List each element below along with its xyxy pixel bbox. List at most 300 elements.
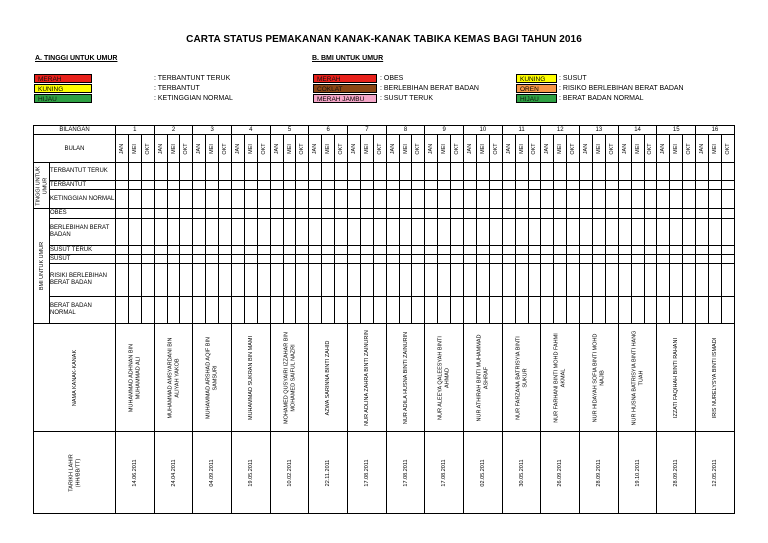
status-cell[interactable] — [618, 163, 631, 181]
status-cell[interactable] — [541, 255, 554, 264]
status-cell[interactable] — [167, 246, 180, 255]
status-cell[interactable] — [464, 264, 477, 297]
status-cell[interactable] — [309, 190, 322, 209]
status-cell[interactable] — [116, 264, 129, 297]
status-cell[interactable] — [348, 209, 361, 219]
status-cell[interactable] — [464, 190, 477, 209]
status-cell[interactable] — [476, 264, 489, 297]
status-cell[interactable] — [476, 219, 489, 246]
status-cell[interactable] — [696, 163, 709, 181]
status-cell[interactable] — [128, 163, 141, 181]
status-cell[interactable] — [489, 181, 502, 190]
status-cell[interactable] — [399, 181, 412, 190]
status-cell[interactable] — [708, 264, 721, 297]
status-cell[interactable] — [244, 209, 257, 219]
status-cell[interactable] — [116, 163, 129, 181]
status-cell[interactable] — [141, 181, 154, 190]
status-cell[interactable] — [348, 163, 361, 181]
status-cell[interactable] — [206, 255, 219, 264]
status-cell[interactable] — [244, 255, 257, 264]
status-cell[interactable] — [683, 181, 696, 190]
status-cell[interactable] — [154, 297, 167, 324]
status-cell[interactable] — [476, 297, 489, 324]
status-cell[interactable] — [283, 163, 296, 181]
status-cell[interactable] — [683, 190, 696, 209]
status-cell[interactable] — [257, 264, 270, 297]
status-cell[interactable] — [244, 297, 257, 324]
status-cell[interactable] — [322, 163, 335, 181]
status-cell[interactable] — [309, 255, 322, 264]
status-cell[interactable] — [683, 219, 696, 246]
status-cell[interactable] — [425, 209, 438, 219]
status-cell[interactable] — [644, 264, 657, 297]
status-cell[interactable] — [631, 190, 644, 209]
status-cell[interactable] — [567, 264, 580, 297]
status-cell[interactable] — [502, 163, 515, 181]
status-cell[interactable] — [708, 246, 721, 255]
status-cell[interactable] — [683, 255, 696, 264]
status-cell[interactable] — [373, 219, 386, 246]
status-cell[interactable] — [309, 163, 322, 181]
status-cell[interactable] — [348, 181, 361, 190]
status-cell[interactable] — [708, 255, 721, 264]
status-cell[interactable] — [438, 246, 451, 255]
status-cell[interactable] — [386, 255, 399, 264]
status-cell[interactable] — [592, 209, 605, 219]
status-cell[interactable] — [631, 255, 644, 264]
status-cell[interactable] — [425, 181, 438, 190]
status-cell[interactable] — [502, 219, 515, 246]
status-cell[interactable] — [451, 209, 464, 219]
status-cell[interactable] — [515, 209, 528, 219]
status-cell[interactable] — [592, 219, 605, 246]
status-cell[interactable] — [696, 219, 709, 246]
status-cell[interactable] — [451, 264, 464, 297]
status-cell[interactable] — [232, 209, 245, 219]
status-cell[interactable] — [257, 209, 270, 219]
status-cell[interactable] — [528, 219, 541, 246]
status-cell[interactable] — [567, 255, 580, 264]
status-cell[interactable] — [219, 264, 232, 297]
status-cell[interactable] — [386, 209, 399, 219]
status-cell[interactable] — [476, 181, 489, 190]
status-cell[interactable] — [721, 255, 734, 264]
status-cell[interactable] — [683, 264, 696, 297]
status-cell[interactable] — [360, 219, 373, 246]
status-cell[interactable] — [502, 297, 515, 324]
status-cell[interactable] — [489, 163, 502, 181]
status-cell[interactable] — [580, 181, 593, 190]
status-cell[interactable] — [386, 297, 399, 324]
status-cell[interactable] — [657, 297, 670, 324]
status-cell[interactable] — [515, 246, 528, 255]
status-cell[interactable] — [464, 181, 477, 190]
status-cell[interactable] — [425, 264, 438, 297]
status-cell[interactable] — [464, 297, 477, 324]
status-cell[interactable] — [283, 246, 296, 255]
status-cell[interactable] — [644, 163, 657, 181]
status-cell[interactable] — [219, 297, 232, 324]
status-cell[interactable] — [116, 246, 129, 255]
status-cell[interactable] — [180, 297, 193, 324]
status-cell[interactable] — [167, 219, 180, 246]
status-cell[interactable] — [605, 219, 618, 246]
status-cell[interactable] — [270, 163, 283, 181]
status-cell[interactable] — [386, 246, 399, 255]
status-cell[interactable] — [180, 246, 193, 255]
status-cell[interactable] — [309, 246, 322, 255]
status-cell[interactable] — [296, 190, 309, 209]
status-cell[interactable] — [348, 246, 361, 255]
status-cell[interactable] — [296, 181, 309, 190]
status-cell[interactable] — [335, 264, 348, 297]
status-cell[interactable] — [425, 297, 438, 324]
status-cell[interactable] — [528, 297, 541, 324]
status-cell[interactable] — [360, 255, 373, 264]
status-cell[interactable] — [412, 209, 425, 219]
status-cell[interactable] — [193, 209, 206, 219]
status-cell[interactable] — [257, 190, 270, 209]
status-cell[interactable] — [232, 255, 245, 264]
status-cell[interactable] — [360, 181, 373, 190]
status-cell[interactable] — [399, 163, 412, 181]
status-cell[interactable] — [554, 246, 567, 255]
status-cell[interactable] — [541, 163, 554, 181]
status-cell[interactable] — [399, 246, 412, 255]
status-cell[interactable] — [605, 297, 618, 324]
status-cell[interactable] — [631, 219, 644, 246]
status-cell[interactable] — [360, 209, 373, 219]
status-cell[interactable] — [708, 163, 721, 181]
status-cell[interactable] — [154, 181, 167, 190]
status-cell[interactable] — [554, 264, 567, 297]
status-cell[interactable] — [270, 209, 283, 219]
status-cell[interactable] — [244, 219, 257, 246]
status-cell[interactable] — [592, 181, 605, 190]
status-cell[interactable] — [219, 163, 232, 181]
status-cell[interactable] — [631, 181, 644, 190]
status-cell[interactable] — [476, 190, 489, 209]
status-cell[interactable] — [657, 163, 670, 181]
status-cell[interactable] — [708, 181, 721, 190]
status-cell[interactable] — [399, 264, 412, 297]
status-cell[interactable] — [141, 190, 154, 209]
status-cell[interactable] — [657, 264, 670, 297]
status-cell[interactable] — [180, 163, 193, 181]
status-cell[interactable] — [244, 163, 257, 181]
status-cell[interactable] — [541, 190, 554, 209]
status-cell[interactable] — [141, 163, 154, 181]
status-cell[interactable] — [721, 297, 734, 324]
status-cell[interactable] — [696, 246, 709, 255]
status-cell[interactable] — [232, 246, 245, 255]
status-cell[interactable] — [309, 181, 322, 190]
status-cell[interactable] — [631, 297, 644, 324]
status-cell[interactable] — [489, 297, 502, 324]
status-cell[interactable] — [580, 219, 593, 246]
status-cell[interactable] — [322, 246, 335, 255]
status-cell[interactable] — [515, 264, 528, 297]
status-cell[interactable] — [489, 264, 502, 297]
status-cell[interactable] — [438, 219, 451, 246]
status-cell[interactable] — [502, 264, 515, 297]
status-cell[interactable] — [476, 209, 489, 219]
status-cell[interactable] — [567, 209, 580, 219]
status-cell[interactable] — [670, 209, 683, 219]
status-cell[interactable] — [683, 297, 696, 324]
status-cell[interactable] — [386, 163, 399, 181]
status-cell[interactable] — [644, 255, 657, 264]
status-cell[interactable] — [708, 219, 721, 246]
status-cell[interactable] — [605, 209, 618, 219]
status-cell[interactable] — [219, 255, 232, 264]
status-cell[interactable] — [515, 163, 528, 181]
status-cell[interactable] — [399, 297, 412, 324]
status-cell[interactable] — [515, 297, 528, 324]
status-cell[interactable] — [206, 163, 219, 181]
status-cell[interactable] — [283, 209, 296, 219]
status-cell[interactable] — [296, 255, 309, 264]
status-cell[interactable] — [128, 246, 141, 255]
status-cell[interactable] — [567, 163, 580, 181]
status-cell[interactable] — [412, 297, 425, 324]
status-cell[interactable] — [348, 219, 361, 246]
status-cell[interactable] — [515, 181, 528, 190]
status-cell[interactable] — [721, 181, 734, 190]
status-cell[interactable] — [270, 219, 283, 246]
status-cell[interactable] — [283, 219, 296, 246]
status-cell[interactable] — [116, 209, 129, 219]
status-cell[interactable] — [232, 181, 245, 190]
status-cell[interactable] — [360, 264, 373, 297]
status-cell[interactable] — [567, 219, 580, 246]
status-cell[interactable] — [270, 246, 283, 255]
status-cell[interactable] — [193, 246, 206, 255]
status-cell[interactable] — [502, 255, 515, 264]
status-cell[interactable] — [206, 264, 219, 297]
status-cell[interactable] — [670, 190, 683, 209]
status-cell[interactable] — [399, 219, 412, 246]
status-cell[interactable] — [618, 297, 631, 324]
status-cell[interactable] — [567, 181, 580, 190]
status-cell[interactable] — [670, 219, 683, 246]
status-cell[interactable] — [348, 255, 361, 264]
status-cell[interactable] — [412, 255, 425, 264]
status-cell[interactable] — [554, 181, 567, 190]
status-cell[interactable] — [631, 246, 644, 255]
status-cell[interactable] — [309, 297, 322, 324]
status-cell[interactable] — [335, 219, 348, 246]
status-cell[interactable] — [141, 264, 154, 297]
status-cell[interactable] — [270, 297, 283, 324]
status-cell[interactable] — [618, 255, 631, 264]
status-cell[interactable] — [206, 297, 219, 324]
status-cell[interactable] — [451, 255, 464, 264]
status-cell[interactable] — [489, 255, 502, 264]
status-cell[interactable] — [373, 264, 386, 297]
status-cell[interactable] — [541, 181, 554, 190]
status-cell[interactable] — [696, 255, 709, 264]
status-cell[interactable] — [631, 264, 644, 297]
status-cell[interactable] — [167, 255, 180, 264]
status-cell[interactable] — [644, 190, 657, 209]
status-cell[interactable] — [116, 219, 129, 246]
status-cell[interactable] — [219, 181, 232, 190]
status-cell[interactable] — [270, 264, 283, 297]
status-cell[interactable] — [541, 209, 554, 219]
status-cell[interactable] — [618, 264, 631, 297]
status-cell[interactable] — [219, 246, 232, 255]
status-cell[interactable] — [425, 219, 438, 246]
status-cell[interactable] — [554, 219, 567, 246]
status-cell[interactable] — [257, 219, 270, 246]
status-cell[interactable] — [360, 297, 373, 324]
status-cell[interactable] — [116, 255, 129, 264]
status-cell[interactable] — [335, 163, 348, 181]
status-cell[interactable] — [464, 163, 477, 181]
status-cell[interactable] — [244, 190, 257, 209]
status-cell[interactable] — [528, 163, 541, 181]
status-cell[interactable] — [592, 246, 605, 255]
status-cell[interactable] — [309, 264, 322, 297]
status-cell[interactable] — [657, 246, 670, 255]
status-cell[interactable] — [360, 190, 373, 209]
status-cell[interactable] — [554, 255, 567, 264]
status-cell[interactable] — [696, 297, 709, 324]
status-cell[interactable] — [683, 209, 696, 219]
status-cell[interactable] — [580, 190, 593, 209]
status-cell[interactable] — [154, 255, 167, 264]
status-cell[interactable] — [116, 181, 129, 190]
status-cell[interactable] — [425, 255, 438, 264]
status-cell[interactable] — [438, 255, 451, 264]
status-cell[interactable] — [502, 246, 515, 255]
status-cell[interactable] — [141, 219, 154, 246]
status-cell[interactable] — [476, 163, 489, 181]
status-cell[interactable] — [399, 255, 412, 264]
status-cell[interactable] — [554, 190, 567, 209]
status-cell[interactable] — [618, 209, 631, 219]
status-cell[interactable] — [670, 163, 683, 181]
status-cell[interactable] — [128, 209, 141, 219]
status-cell[interactable] — [567, 246, 580, 255]
status-cell[interactable] — [193, 264, 206, 297]
status-cell[interactable] — [322, 297, 335, 324]
status-cell[interactable] — [605, 190, 618, 209]
status-cell[interactable] — [412, 246, 425, 255]
status-cell[interactable] — [270, 181, 283, 190]
status-cell[interactable] — [154, 190, 167, 209]
status-cell[interactable] — [373, 255, 386, 264]
status-cell[interactable] — [296, 297, 309, 324]
status-cell[interactable] — [657, 209, 670, 219]
status-cell[interactable] — [322, 219, 335, 246]
status-cell[interactable] — [283, 181, 296, 190]
status-cell[interactable] — [399, 190, 412, 209]
status-cell[interactable] — [386, 264, 399, 297]
status-cell[interactable] — [528, 264, 541, 297]
status-cell[interactable] — [373, 209, 386, 219]
status-cell[interactable] — [464, 219, 477, 246]
status-cell[interactable] — [708, 209, 721, 219]
status-cell[interactable] — [618, 190, 631, 209]
status-cell[interactable] — [618, 219, 631, 246]
status-cell[interactable] — [489, 190, 502, 209]
status-cell[interactable] — [541, 246, 554, 255]
status-cell[interactable] — [373, 297, 386, 324]
status-cell[interactable] — [554, 297, 567, 324]
status-cell[interactable] — [412, 181, 425, 190]
status-cell[interactable] — [657, 190, 670, 209]
status-cell[interactable] — [464, 209, 477, 219]
status-cell[interactable] — [412, 219, 425, 246]
status-cell[interactable] — [670, 297, 683, 324]
status-cell[interactable] — [721, 219, 734, 246]
status-cell[interactable] — [335, 190, 348, 209]
status-cell[interactable] — [515, 190, 528, 209]
status-cell[interactable] — [206, 246, 219, 255]
status-cell[interactable] — [283, 297, 296, 324]
status-cell[interactable] — [180, 255, 193, 264]
status-cell[interactable] — [502, 209, 515, 219]
status-cell[interactable] — [670, 246, 683, 255]
status-cell[interactable] — [438, 297, 451, 324]
status-cell[interactable] — [696, 190, 709, 209]
status-cell[interactable] — [476, 255, 489, 264]
status-cell[interactable] — [154, 219, 167, 246]
status-cell[interactable] — [438, 264, 451, 297]
status-cell[interactable] — [128, 190, 141, 209]
status-cell[interactable] — [580, 163, 593, 181]
status-cell[interactable] — [592, 297, 605, 324]
status-cell[interactable] — [116, 297, 129, 324]
status-cell[interactable] — [128, 255, 141, 264]
status-cell[interactable] — [296, 163, 309, 181]
status-cell[interactable] — [451, 297, 464, 324]
status-cell[interactable] — [232, 163, 245, 181]
status-cell[interactable] — [580, 297, 593, 324]
status-cell[interactable] — [154, 209, 167, 219]
status-cell[interactable] — [141, 297, 154, 324]
status-cell[interactable] — [167, 190, 180, 209]
status-cell[interactable] — [257, 163, 270, 181]
status-cell[interactable] — [528, 255, 541, 264]
status-cell[interactable] — [283, 190, 296, 209]
status-cell[interactable] — [335, 297, 348, 324]
status-cell[interactable] — [476, 246, 489, 255]
status-cell[interactable] — [644, 246, 657, 255]
status-cell[interactable] — [309, 219, 322, 246]
status-cell[interactable] — [270, 255, 283, 264]
status-cell[interactable] — [425, 246, 438, 255]
status-cell[interactable] — [206, 209, 219, 219]
status-cell[interactable] — [721, 163, 734, 181]
status-cell[interactable] — [696, 181, 709, 190]
status-cell[interactable] — [605, 181, 618, 190]
status-cell[interactable] — [580, 264, 593, 297]
status-cell[interactable] — [296, 264, 309, 297]
status-cell[interactable] — [193, 297, 206, 324]
status-cell[interactable] — [283, 255, 296, 264]
status-cell[interactable] — [386, 181, 399, 190]
status-cell[interactable] — [193, 219, 206, 246]
status-cell[interactable] — [193, 190, 206, 209]
status-cell[interactable] — [386, 219, 399, 246]
status-cell[interactable] — [631, 209, 644, 219]
status-cell[interactable] — [193, 181, 206, 190]
status-cell[interactable] — [322, 209, 335, 219]
status-cell[interactable] — [386, 190, 399, 209]
